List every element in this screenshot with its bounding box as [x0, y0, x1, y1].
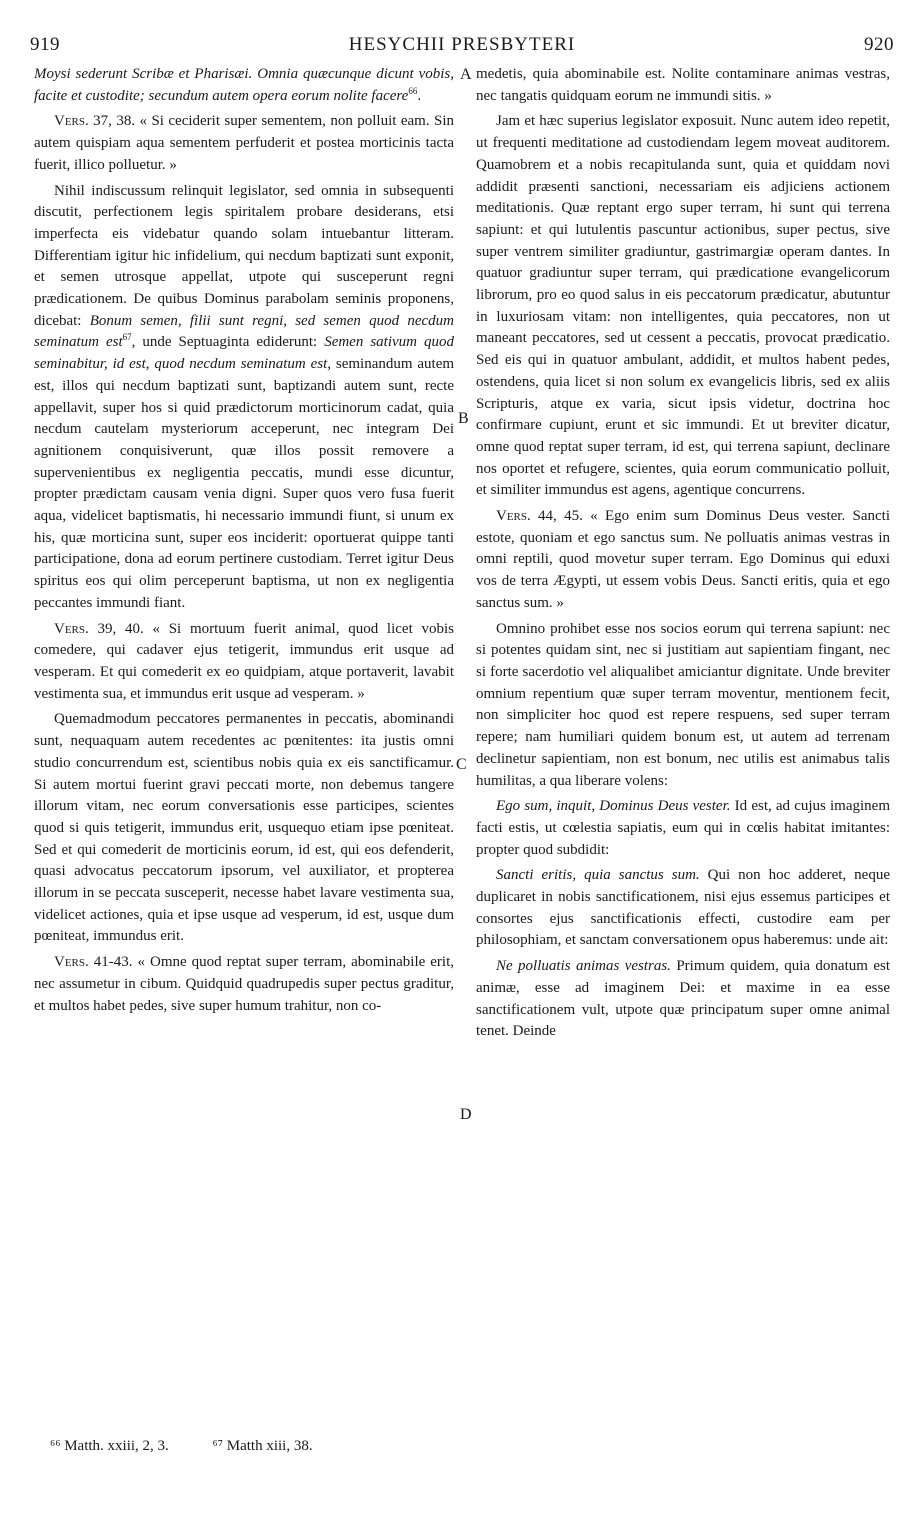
right-paragraph-3 — [476, 506, 890, 615]
footnote-67: ⁶⁷ Matth xiii, 38. — [212, 1438, 313, 1454]
verse-ref: Vers. 39, 40. — [54, 620, 144, 637]
margin-marker-a: A — [460, 66, 472, 83]
right-paragraph-1 — [476, 64, 890, 107]
left-paragraph-2 — [34, 111, 454, 176]
left-paragraph-3 — [34, 181, 454, 615]
commentary-text: Id est, ad cujus imaginem facti estis, ut cœlestia sapiatis, eum qui in cœlis habitat imitantes: propter quod subdidit: — [476, 798, 890, 858]
footnote-ref: 67 — [122, 332, 132, 343]
verse-text: « Ego enim sum Dominus Deus vester. Sancti estote, quoniam et ego sanctus sum. Ne polluatis animas vestras in omni reptili, quod movetur super terram. Ego Dominus qui eduxi vos de terra Ægypti, ut essem vobis Deus. Sancti eritis, quia et ego sanctus sum. » — [476, 508, 890, 611]
commentary-text: seminandum autem est, illos qui necdum baptizati sunt, baptizandi autem sunt, recte appellavit, super hos si quid prædictorum morticinorum cadat, quia necdum cautelam mysteriorum acceperunt, nec integram Dei agnitionem conquisiverunt, quæ illos possit removere a supervenientibus ex negligentia peccatis, mundi esse dicuntur, propter prædictam causam venia digni. Super quos vero fusa fuerit aqua, videlicet baptismatis, hi necessario immundi fiunt, si unum ex his, quæ morticina sunt, super eos inciderit: oportuerat quippe tanti participatione, dona ad eorum pertinere custodiam. Terret igitur Deus spiritus eos qui olim perceperunt baptisma, ut non ex negligentia peccantes immundi fiant. — [34, 356, 455, 611]
left-paragraph-5 — [34, 709, 454, 948]
commentary-text: Primum quidem, quia donatum est animæ, esse ad imaginem Dei: et maxime in ea esse sanctificationem vult, utpote quæ principatum super omne animal tenet. Deinde — [476, 958, 890, 1040]
running-header — [30, 34, 894, 64]
punct: . — [417, 87, 422, 104]
commentary-text: Jam et hæc superius legislator exposuit. Nunc autem ideo repetit, ut frequenti meditatione ad custodiendam legem moveat auditorem. Quamobrem et a nobis recapitulanda sunt, quia et quiddam novi addidit præsenti sanctioni, necessariam eis adjiciens actionem meditationis. Quæ reptant ergo super terram, hi sunt qui terrena sapiunt: et qui lutulentis pascuntur actionibus, super pectus, sive super ventrem similiter gradiuntur, gastrimargiæ operam dantes. In quatuor gradiuntur super terram, qui prædicatione evangelicorum librorum, pro eo quod salus in eis peccatorum prædicatur, abutuntur in luxuriosam vitam: non intelligentes, quia peccatores, non ut maneant peccatores, sed ut cessent a peccatis, provocat prædicatio. Sed eis qui in quatuor ambulant, addidit, et multos habent pedes, ostendens, quia licet si non solum ex evangelicis libris, sed ex aliis Scripturis, atque ex varia, sicut ipsis videtur, doctrina hoc confirmare cupiunt, erunt et sic immundi. Et ut breviter dicatur, omne quod reptat super terram, id est, qui terrena sapiunt, declinare nos oportet et refugere, scientes, quia eorum communicatio polluit, et similiter immundus est agens, agentique concurrens. — [476, 113, 890, 499]
margin-marker-c: C — [456, 756, 467, 773]
left-paragraph-6 — [34, 952, 454, 1017]
commentary-text: Quemadmodum peccatores permanentes in peccatis, abominandi sunt, nequaquam autem recedentes ac pœnitentes: ita justis omni studio concurrendum est, scientibus nobis quia ex eis sanctificamur. Si autem mortui fuerint gravi peccati morte, non debemus tangere illorum vitam, nec eorum conversationis esse participes, scientes quod si quis tetigerit, immundus erit, usquequo etiam ipse pœniteat. Sed et qui comederit de morticinis eorum, id est, qui eos defenderit, quasi advocatus peccatorum ipsorum, vel auxiliator, et propterea illorum in se peccata susceperit, necesse habet lavare vestimenta sua, videlicet actiones, quia et ipse usque ad vesperum, id est, usque dum pœniteat, immundus erit. — [34, 711, 454, 945]
verse-text: « Si mortuum fuerit animal, quod licet vobis comedere, qui cadaver ejus tetigerit, immundus erit usque ad vesperam. Et qui comederit ex eo quidpiam, atque portaverit, lavabit vestimenta sua, et immundus erit usque ad vesperam. » — [34, 620, 454, 702]
left-column — [34, 64, 454, 1017]
verse-text: « Si ceciderit super sementem, non polluit eam. Sin autem quispiam aqua sementem perfuderit et postea morticinis tacta fuerit, illico polluetur. » — [34, 113, 454, 173]
verse-ref: Vers. 44, 45. — [496, 508, 583, 525]
verse-text: medetis, quia abominabile est. Nolite contaminare animas vestras, nec tangatis quidquam eorum ne immundi sitis. » — [476, 66, 890, 104]
scripture-quote: Semen sativum quod seminabitur, id est, quod necdum seminatum est, — [34, 334, 454, 373]
right-column — [476, 64, 890, 1043]
scripture-quote: Moysi sederunt Scribæ et Pharisæi. Omnia quæcunque dicunt vobis, facite et custodite; secundum autem opera eorum nolite facere — [34, 66, 454, 104]
footnote-ref: 66 — [408, 85, 418, 96]
page-number-left: 919 — [30, 34, 60, 55]
commentary-text: Nihil indiscussum relinquit legislator, sed omnia in subsequenti discutit, perfectionem legis spiritalem probare desiderans, etsi imperfecta eis videbatur quando solam intuebantur litteram. Differentiam igitur hic infidelium, qui necdum baptizati sunt exponit, et semen utrosque appellat, utpote qui susceperunt regni prædicationem. De quibus Dominus parabolam seminis proponens, dicebat: — [34, 182, 454, 329]
commentary-text: Qui non hoc adderet, neque duplicaret in nobis sanctificationem, nisi ejus essemus participes et consortes ejus sanctificationis effecti, custodire eam per philosophiam, et sanctam conversationem opus haberemus: unde ait: — [476, 867, 891, 949]
margin-marker-d: D — [460, 1106, 472, 1123]
right-paragraph-4 — [476, 619, 890, 793]
lemma: Ego sum, inquit, Dominus Deus vester. — [496, 798, 731, 815]
footnotes — [50, 1438, 353, 1455]
right-paragraph-5 — [476, 796, 890, 861]
commentary-text: Omnino prohibet esse nos socios eorum qui terrena sapiunt: nec si potentes quidam sint, nec si justitiam aut sapientiam fingant, nec si forte sacerdotio vel aliqualibet amiciantur dignitate. Unde breviter omnium repentium quæ super terram moventur, mentionem fecit, non simpliciter hoc quod est repere respuens, sed super terram repere; nam humiliari quidem bonum est, ut autem ad terrenam declinetur sapientiam, non est bonum, nec utilis est animabus talis humilitas, a qua liberare volens: — [476, 620, 890, 789]
running-title: HESYCHII PRESBYTERI — [348, 34, 576, 55]
left-paragraph-4 — [34, 619, 454, 706]
right-paragraph-7 — [476, 956, 890, 1043]
lemma: Ne polluatis animas vestras. — [496, 958, 671, 975]
footnote-66: ⁶⁶ Matth. xxiii, 2, 3. — [50, 1438, 169, 1454]
right-paragraph-2 — [476, 111, 890, 502]
commentary-text: , unde Septuaginta ediderunt: — [131, 334, 318, 351]
left-paragraph-1 — [34, 64, 454, 107]
verse-text: « Omne quod reptat super terram, abominabile erit, nec assumetur in cibum. Quidquid quadrupedis super pectus graditur, et multos habet pedes, sive super humum trahitur, non co- — [34, 954, 454, 1014]
page-number-right: 920 — [864, 34, 894, 55]
right-paragraph-6 — [476, 865, 890, 952]
scripture-quote: Bonum semen, filii sunt regni, sed semen quod necdum seminatum est — [34, 312, 454, 351]
verse-ref: Vers. 41-43. — [54, 954, 133, 971]
margin-marker-b: B — [458, 410, 469, 427]
lemma: Sancti eritis, quia sanctus sum. — [496, 867, 700, 884]
verse-ref: Vers. 37, 38. — [54, 113, 136, 130]
